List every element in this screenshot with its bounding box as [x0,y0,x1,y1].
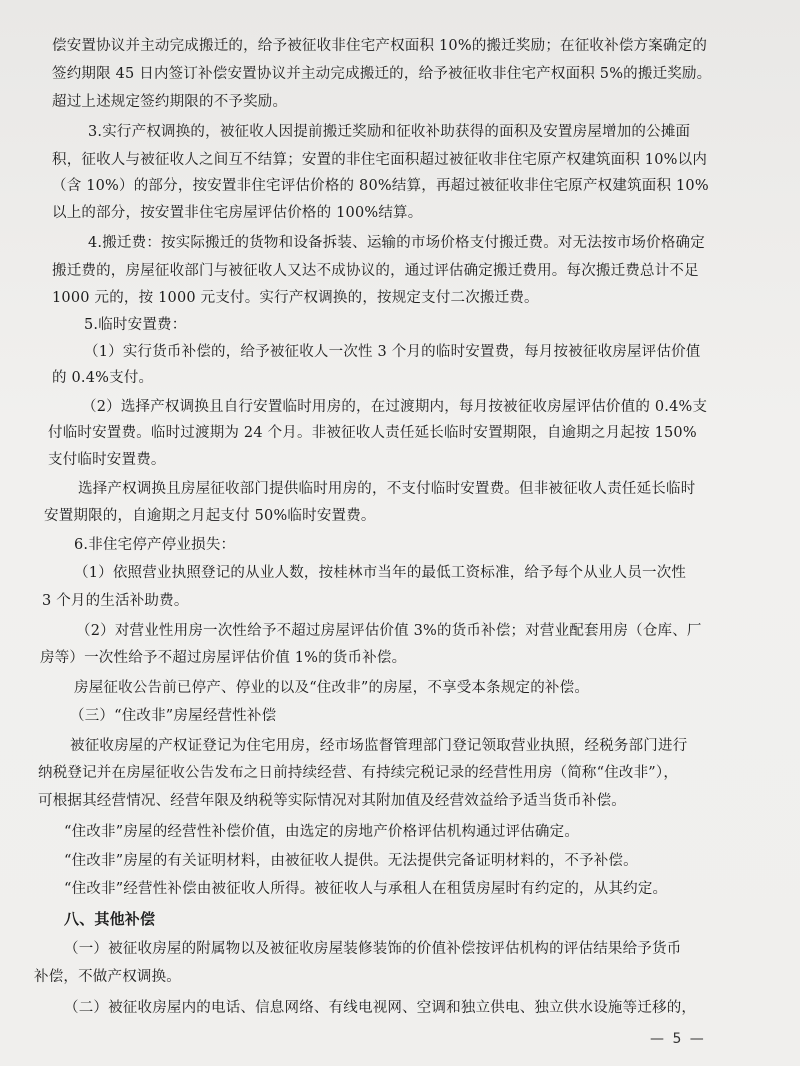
text-line: “住改非”房屋的有关证明材料，由被征收人提供。无法提供完备证明材料的，不予补偿。 [64,853,638,869]
section-heading-other-compensation: 八、其他补偿 [64,910,156,928]
text-line: 搬迁费的，房屋征收部门与被征收人又达不成协议的，通过评估确定搬迁费用。每次搬迁费总计不足 [52,263,699,279]
text-line: 的 0.4%支付。 [52,370,154,386]
text-line: 1000 元的，按 1000 元支付。实行产权调换的，按规定支付二次搬迁费。 [52,290,539,306]
text-line: 可根据其经营情况、经营年限及纳税等实际情况对其附加值及经营效益给予适当货币补偿。 [38,793,626,809]
text-line: 选择产权调换且房屋征收部门提供临时用房的，不支付临时安置费。但非被征收人责任延长临时 [78,481,696,497]
text-line: （2）对营业性用房一次性给予不超过房屋评估价值 3%的货币补偿；对营业配套用房（仓库、厂 [76,623,702,639]
text-line: （1）依照营业执照登记的从业人数，按桂林市当年的最低工资标准，给予每个从业人员一次性 [74,565,687,581]
text-line: 积，征收人与被征收人之间互不结算；安置的非住宅面积超过被征收非住宅原产权建筑面积 10%以内 [52,152,708,168]
text-line: 补偿，不做产权调换。 [34,969,181,985]
text-line: （二）被征收房屋内的电话、信息网络、有线电视网、空调和独立供电、独立供水设施等迁移的， [64,1000,697,1016]
text-line: （2）选择产权调换且自行安置临时用房的，在过渡期内，每月按被征收房屋评估价值的 0.4%支 [82,399,708,415]
text-line: 纳税登记并在房屋征收公告发布之日前持续经营、有持续完税记录的经营性用房（简称“住改非”）， [38,765,679,781]
section-heading-temporary-fee: 5.临时安置费： [84,317,187,333]
text-line: 4.搬迁费：按实际搬迁的货物和设备拆装、运输的市场价格支付搬迁费。对无法按市场价格确定 [88,235,705,251]
page-number: — 5 — [650,1031,706,1047]
text-line: （1）实行货币补偿的，给予被征收人一次性 3 个月的临时安置费，每月按被征收房屋评估价值 [84,344,701,360]
text-line: “住改非”房屋的经营性补偿价值，由选定的房地产价格评估机构通过评估确定。 [64,824,580,840]
text-line: （一）被征收房屋的附属物以及被征收房屋装修装饰的价值补偿按评估机构的评估结果给予货币 [64,941,682,957]
text-line: 以上的部分，按安置非住宅房屋评估价格的 100%结算。 [52,205,423,221]
text-line: 房等）一次性给予不超过房屋评估价值 1%的货币补偿。 [40,650,407,666]
text-line: （含 10%）的部分，按安置非住宅评估价格的 80%结算，再超过被征收非住宅原产权建筑面积 10% [52,178,709,194]
text-line: 被征收房屋的产权证登记为住宅用房，经市场监督管理部门登记领取营业执照，经税务部门进行 [70,738,688,754]
text-line: 偿安置协议并主动完成搬迁的，给予被征收非住宅产权面积 10%的搬迁奖励；在征收补偿方案确定的 [52,38,708,54]
section-heading-business-loss: 6.非住宅停产停业损失： [74,537,236,553]
text-line: 安置期限的，自逾期之月起支付 50%临时安置费。 [44,508,376,524]
text-line: 3 个月的生活补助费。 [42,593,189,609]
section-heading-residential-to-commercial: （三）“住改非”房屋经营性补偿 [70,708,277,724]
text-line: 支付临时安置费。 [48,452,166,468]
text-line: 签约期限 45 日内签订补偿安置协议并主动完成搬迁的，给予被征收非住宅产权面积 5%的搬迁奖励。 [52,66,712,82]
text-line: 付临时安置费。临时过渡期为 24 个月。非被征收人责任延长临时安置期限，自逾期之月起按 150% [48,425,697,441]
text-line: 房屋征收公告前已停产、停业的以及“住改非”的房屋，不享受本条规定的补偿。 [74,680,590,696]
text-line: “住改非”经营性补偿由被征收人所得。被征收人与承租人在租赁房屋时有约定的，从其约定。 [64,881,668,897]
text-line: 3.实行产权调换的，被征收人因提前搬迁奖励和征收补助获得的面积及安置房屋增加的公摊面 [88,124,691,140]
text-line: 超过上述规定签约期限的不予奖励。 [52,94,288,110]
